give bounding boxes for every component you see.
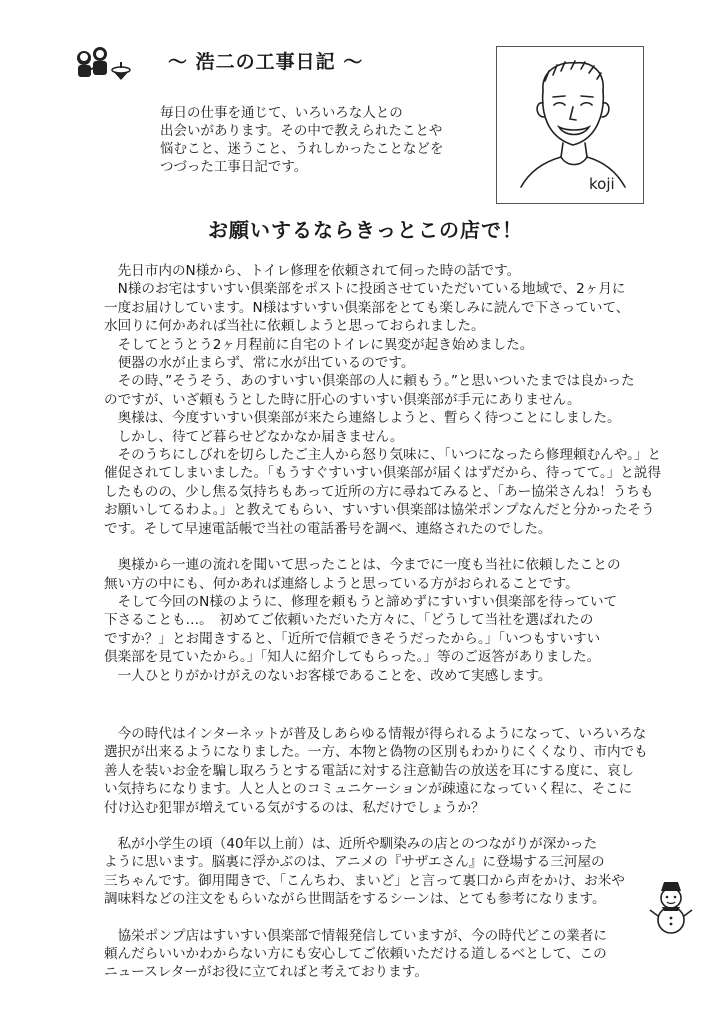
children-playing-icon: [72, 44, 136, 84]
body-line: そしてとうとう2ヶ月程前に自宅のトイレに異変が起き始めました。: [104, 336, 534, 353]
article-body: [104, 262, 662, 982]
section-gap: [104, 685, 644, 725]
body-line: 水回りに何かあれば当社に依頼しようと思っておられました。: [104, 318, 485, 335]
intro-line: つづった工事日記です。: [160, 159, 308, 175]
story-paragraph: [104, 262, 662, 538]
body-line: 選択が出来るようになりました。一方、本物と偽物の区別もわかりにくくなり、市内でも: [104, 744, 648, 761]
body-line: ニュースレターがお役に立てればと考えております。: [104, 964, 428, 981]
body-line: 先日市内のN様から、トイレ修理を依頼されて伺った時の話です。: [104, 263, 521, 279]
body-line: 一度お届けしています。N様はすいすい倶楽部をとても楽しみに読んで下さっていて、: [104, 299, 630, 316]
column-title: ～ 浩二の工事日記 ～: [168, 51, 364, 73]
body-line: 無い方の中にも、何かあれば連絡しようと思っている方がおられることです。: [104, 575, 579, 592]
body-line: お願いしてるわよ。」と教えてもらい、すいすい倶楽部は協栄ポンプなんだと分かったそう: [104, 502, 655, 519]
internet-paragraph: [104, 725, 648, 817]
body-line: 便器の水が止まらず、常に水が出ているのです。: [104, 355, 415, 372]
body-line: 善人を装いお金を騙し取ろうとする電話に対する注意勧告の放送を耳にする度に、哀し: [104, 762, 635, 779]
body-line: 協栄ポンプ店はすいすい倶楽部で情報発信していますが、今の時代どこの業者に: [104, 927, 607, 944]
column-intro: [160, 104, 460, 176]
intro-line: 出会いがあります。その中で教えられたことや: [160, 123, 443, 139]
closing-paragraph: [104, 927, 644, 982]
body-line: 調味料などの注文をもらいながら世間話をするシーンは、とても参考になります。: [104, 891, 606, 908]
author-portrait: [496, 46, 644, 204]
body-line: ですか？」とお聞きすると、「近所で信頼できそうだったから。」「いつもすいすい: [104, 630, 601, 647]
body-line: 一人ひとりがかけがえのないお客様であることを、改めて実感します。: [104, 667, 552, 684]
portrait-signature: koji: [589, 175, 615, 193]
body-line: しかし、待てど暮らせどなかなか届きません。: [104, 428, 404, 445]
body-line: 付け込む犯罪が増えている気がするのは、私だけでしょうか？: [104, 799, 485, 816]
body-line: 催促されてしまいました。「もうすぐすいすい倶楽部が届くはずだから、待ってて。」と説得: [104, 465, 662, 482]
body-line: 奥様から一連の流れを聞いて思ったことは、今までに一度も当社に依頼したことの: [104, 557, 621, 574]
reflection-paragraph: [104, 556, 644, 685]
body-line: N様のお宅はすいすい倶楽部をポストに投函させていただいている地域で、2ヶ月に: [104, 281, 626, 298]
paragraph-gap: [104, 817, 644, 835]
body-line: その時、”そうそう、あのすいすい倶楽部の人に頼もう。”と思いついたまでは良かった: [104, 373, 635, 390]
body-line: そして今回のN様のように、修理を頼もうと諦めずにすいすい倶楽部を待っていて: [104, 593, 618, 610]
body-line: です。そして早速電話帳で当社の電話番号を調べ、連絡されたのでした。: [104, 520, 552, 537]
article-headline: お願いするならきっとこの店で！: [208, 218, 523, 242]
paragraph-gap: [104, 909, 644, 927]
body-line: 下さることも…。 初めてご依頼いただいた方々に、「どうして当社を選ばれたの: [104, 612, 594, 629]
body-line: のですが、いざ頼もうとした時に肝心のすいすい倶楽部が手元にありません。: [104, 391, 581, 408]
body-line: 奥様は、今度すいすい倶楽部が来たら連絡しようと、暫らく待つことにしました。: [104, 410, 621, 427]
snowman-icon: [648, 880, 694, 936]
body-line: 頼んだらいいかわからない方にも安心してご依頼いただける道しるべとして、この: [104, 946, 607, 962]
body-line: い気持ちになります。人と人とのコミュニケーションが疎遠になっていく程に、そこに: [104, 781, 633, 798]
body-line: 倶楽部を見ていたから。」「知人に紹介してもらった。」等のご返答がありました。: [104, 649, 601, 666]
childhood-paragraph: [104, 835, 644, 909]
body-line: したものの、少し焦る気持ちもあって近所の方に尋ねてみると、「あー協栄さんね！うちも: [104, 483, 654, 500]
body-line: 三ちゃんです。御用聞きで、「こんちわ、まいど」と言って裏口から声をかけ、お米や: [104, 872, 625, 889]
body-line: そのうちにしびれを切らしたご主人から怒り気味に、「いつになったら修理頼むんや。」と: [104, 447, 662, 464]
body-line: 今の時代はインターネットが普及しあらゆる情報が得られるようになって、いろいろな: [104, 725, 647, 742]
body-line: ように思います。脳裏に浮かぶのは、アニメの『サザエさん』に登場する三河屋の: [104, 854, 605, 871]
body-line: 私が小学生の頃（40年以上前）は、近所や馴染みの店とのつながりが深かった: [104, 835, 598, 852]
intro-line: 毎日の仕事を通じて、いろいろな人との: [160, 105, 403, 121]
paragraph-gap: [104, 538, 644, 556]
intro-line: 悩むこと、迷うこと、うれしかったことなどを: [160, 141, 444, 157]
